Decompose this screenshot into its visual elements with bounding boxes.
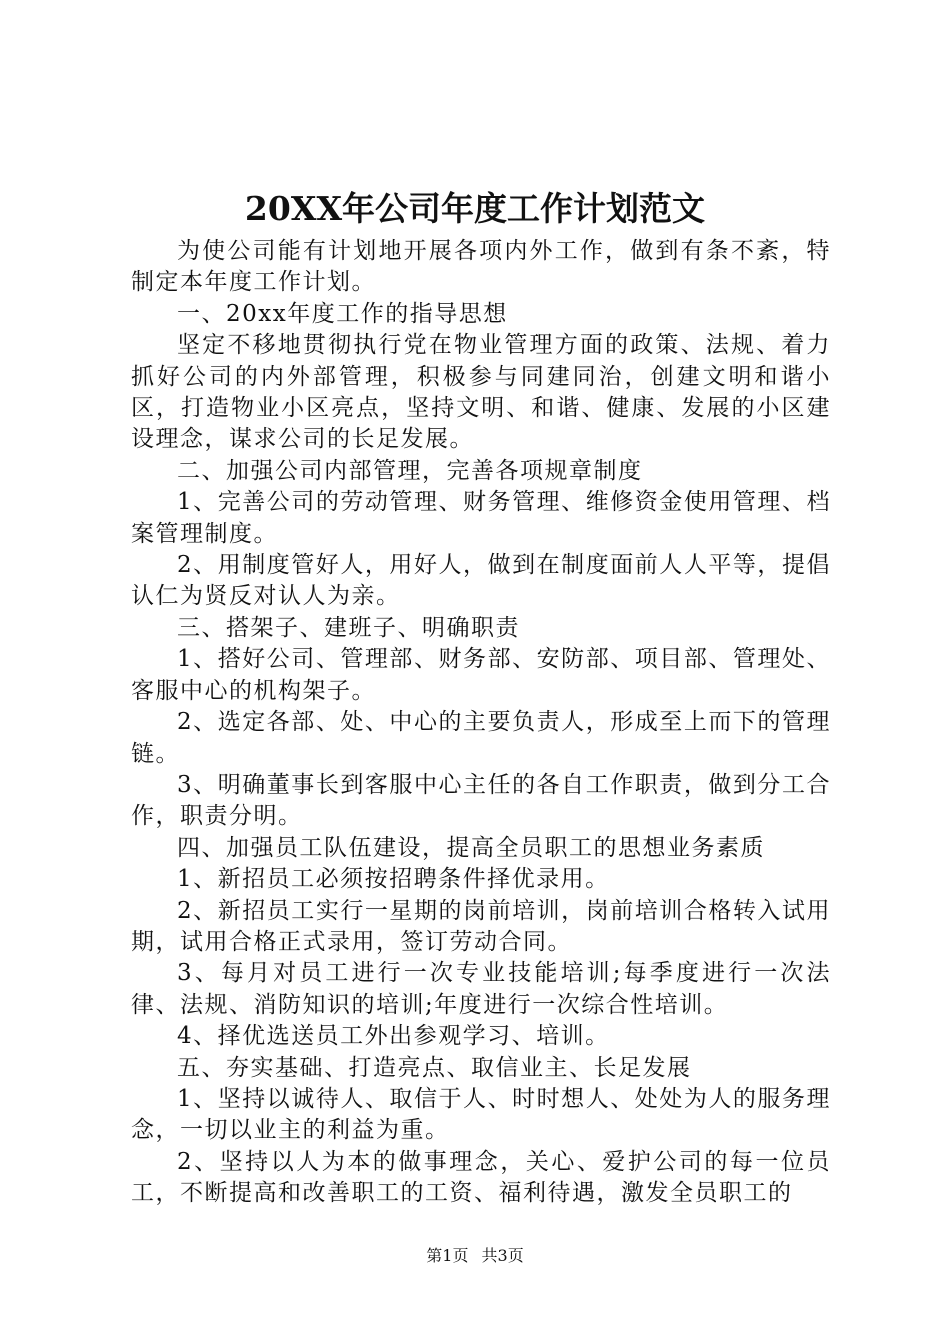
section-heading: 一、20xx年度工作的指导思想 — [177, 300, 508, 327]
list-item: 3、每月对员工进行一次专业技能培训;每季度进行一次法律、法规、消防知识的培训;年度进行一次综合性培训。 — [131, 960, 831, 1018]
list-item: 1、完善公司的劳动管理、财务管理、维修资金使用管理、档案管理制度。 — [131, 489, 831, 547]
section-heading: 五、夯实基础、打造亮点、取信业主、长足发展 — [177, 1054, 692, 1081]
section-heading: 二、加强公司内部管理，完善各项规章制度 — [177, 457, 643, 484]
paragraph: 为使公司能有计划地开展各项内外工作，做到有条不紊，特制定本年度工作计划。 — [131, 238, 831, 296]
list-item: 1、坚持以诚待人、取信于人、时时想人、处处为人的服务理念，一切以业主的利益为重。 — [131, 1085, 831, 1144]
list-item: 1、搭好公司、管理部、财务部、安防部、项目部、管理处、客服中心的机构架子。 — [131, 646, 831, 704]
list-item: 2、用制度管好人，用好人，做到在制度面前人人平等，提倡认仁为贤反对认人为亲。 — [131, 552, 831, 610]
list-item: 1、新招员工必须按招聘条件择优录用。 — [177, 866, 610, 893]
document-title: 20XX年公司年度工作计划范文 — [244, 189, 706, 228]
section-heading: 三、搭架子、建班子、明确职责 — [177, 614, 520, 641]
paragraph: 坚定不移地贯彻执行党在物业管理方面的政策、法规、着力抓好公司的内外部管理，积极参与同建同治，创建文明和谐小区，打造物业小区亮点，坚持文明、和谐、健康、发展的小区建设理念，谋求公司的长足发展。 — [131, 332, 831, 453]
list-item: 2、新招员工实行一星期的岗前培训，岗前培训合格转入试用期，试用合格正式录用，签订劳动合同。 — [131, 897, 831, 955]
page-total: 共3页 — [481, 1246, 524, 1265]
document-body — [131, 236, 831, 1210]
list-item: 4、择优选送员工外出参观学习、培训。 — [177, 1023, 610, 1050]
list-item: 2、选定各部、处、中心的主要负责人，形成至上而下的管理链。 — [131, 709, 831, 767]
page-footer — [0, 1244, 950, 1268]
list-item: 2、坚持以人为本的做事理念，关心、爱护公司的每一位员工，不断提高和改善职工的工资、福利待遇，激发全员职工的 — [131, 1148, 831, 1207]
page-number: 第1页 — [426, 1246, 469, 1265]
list-item: 3、明确董事长到客服中心主任的各自工作职责，做到分工合作，职责分明。 — [131, 771, 831, 830]
section-heading: 四、加强员工队伍建设，提高全员职工的思想业务素质 — [177, 834, 765, 861]
